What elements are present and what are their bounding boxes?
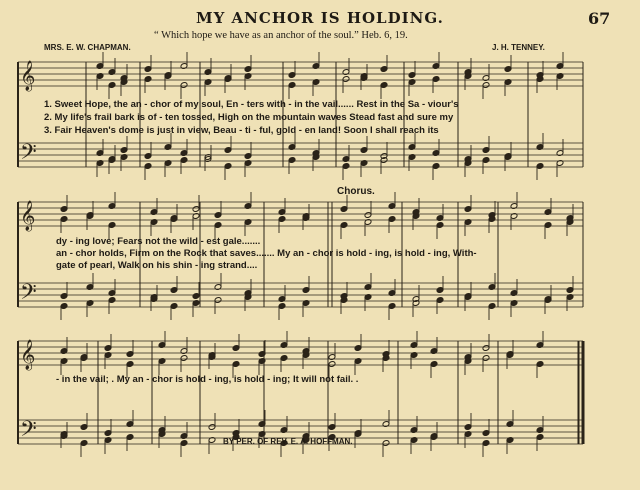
system-2-lyric-line-1: dy - ing love; Fears not the wild - est gale....... [56,236,261,247]
system-2-treble-clef: 𝄞 [20,201,36,231]
system-1-treble-clef: 𝄞 [20,61,36,91]
system-2-bass-clef: 𝄢 [20,280,37,310]
chorus-label: Chorus. [337,186,375,197]
system-1-bass-clef: 𝄢 [20,140,37,170]
system-3-bass-clef: 𝄢 [20,417,37,447]
page-number: 67 [588,9,611,28]
verse-1-lyrics: 1. Sweet Hope, the an - chor of my soul, En - ters with - in the vail...... Rest in the Sa - viour's [44,99,459,110]
system-3-lyric-line: - in the vail; . My an - chor is hold - ing, is hold - ing; It will not fail. . [56,374,359,385]
system-2-lyric-line-2: an - chor holds, Firm on the Rock that saves....... My an - chor is hold - ing, is hold - ing, With- [56,248,477,259]
epigraph: “ Which hope we have as an anchor of the soul.” Heb. 6, 19. [154,30,408,41]
composer-credit: J. H. TENNEY. [492,43,545,52]
hymn-title: MY ANCHOR IS HOLDING. [196,9,444,27]
lyricist-credit: MRS. E. W. CHAPMAN. [44,43,131,52]
verse-3-lyrics: 3. Fair Heaven's dome is just in view, Beau - ti - ful, gold - en land! Soon I shall reach its [44,125,439,136]
permission-credit: BY PER. OF REV. E. A. HOFFMAN. [223,437,353,446]
verse-2-lyrics: 2. My life's frail bark is of - ten tossed, High on the mountain waves Stead fast and sure my [44,112,454,123]
system-3-treble-clef: 𝄞 [20,340,36,370]
system-2-lyric-line-3: gate of pearl, Walk on his shin - ing strand.... [56,260,258,271]
